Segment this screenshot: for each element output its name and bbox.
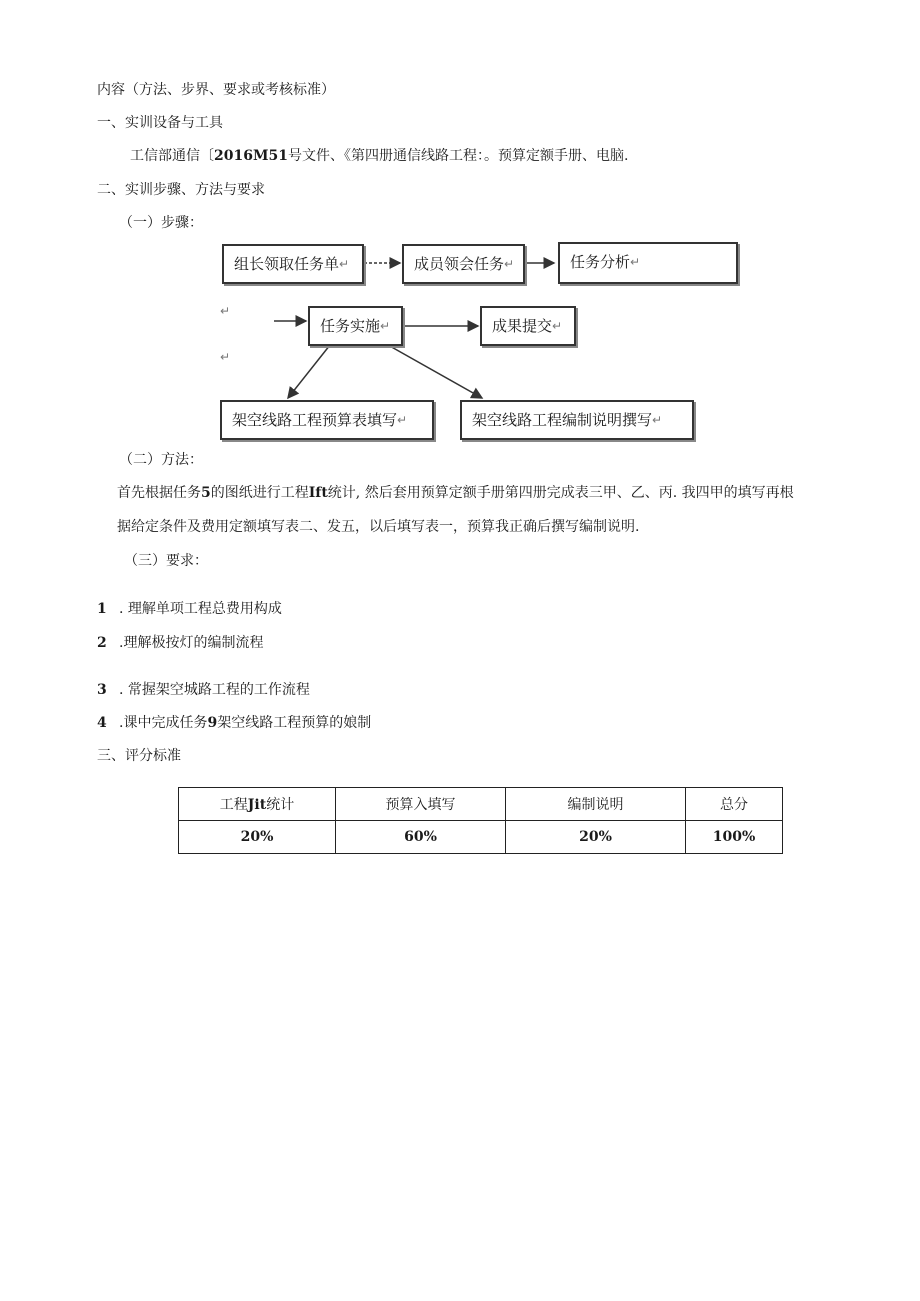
- section-1-title: 一、实训设备与工具: [97, 115, 223, 131]
- flow-box-label: 任务分析: [570, 253, 631, 271]
- document-number: 2016M51: [214, 148, 288, 164]
- value-cell-total: 100%: [686, 821, 783, 854]
- flow-box-label: 组长领取任务单: [234, 255, 340, 273]
- return-mark: ↵: [397, 413, 408, 427]
- header-text: 工程: [219, 797, 248, 813]
- flow-box-label: 架空线路工程预算表填写: [232, 411, 398, 429]
- flow-box-label: 架空线路工程编制说明撰写: [472, 411, 653, 429]
- arrow-box4-box6: [288, 345, 330, 398]
- requirement-number: 3: [97, 682, 107, 698]
- header-cell-description: 编制说明: [506, 788, 686, 821]
- flow-box-label: 成果提交: [492, 317, 553, 335]
- table-header-row: [179, 788, 783, 821]
- task-number: 5: [201, 485, 211, 501]
- requirement-number: 4: [97, 715, 107, 731]
- requirement-text: . 理解单项工程总费用构成: [119, 601, 282, 617]
- header-text: 统计: [266, 797, 295, 813]
- method-text-line-1: [117, 483, 794, 503]
- flow-box-label: 成员领会任务: [414, 255, 505, 273]
- content-heading: 内容（方法、步界、要求或考核标准）: [97, 82, 335, 98]
- requirement-item-4: [97, 713, 371, 733]
- return-mark: ↵: [504, 257, 515, 271]
- flow-box-task-analysis: [558, 242, 738, 284]
- requirement-item-2: [97, 633, 263, 653]
- section-3-title: 三、评分标准: [97, 748, 181, 764]
- section-1-text-part: 号文件、《第四册通信线路工程：。预算定额手册、电脑.: [287, 148, 629, 164]
- method-text-part: 的图纸进行工程: [210, 485, 309, 501]
- task-number: 9: [207, 715, 218, 731]
- requirement-number: 2: [97, 635, 107, 651]
- header-cell-budget-fill: 预算入填写: [336, 788, 506, 821]
- table-row: [179, 821, 783, 854]
- flow-box-compile-description: [460, 400, 694, 440]
- requirement-text: .课中完成任务: [119, 715, 208, 731]
- flow-box-leader-receives-task: [222, 244, 364, 284]
- return-mark: ↵: [652, 413, 663, 427]
- requirement-text: 架空线路工程预算的娘制: [217, 715, 372, 731]
- method-text-bold: Ift: [308, 485, 328, 501]
- requirement-item-3: [97, 680, 310, 700]
- method-text-line-2: 据给定条件及费用定额填写表二、发五，以后填写表一，预算我正确后撰写编制说明.: [117, 519, 640, 535]
- value-cell-quantity-stats: 20%: [179, 821, 336, 854]
- return-mark: ↵: [220, 304, 231, 318]
- arrow-box4-box7: [388, 345, 482, 398]
- header-text-bold: Jit: [247, 797, 267, 813]
- method-label: （二）方法：: [119, 452, 203, 468]
- requirement-item-1: [97, 599, 282, 619]
- flow-box-task-implementation: [308, 306, 403, 346]
- section-1-text-part: 工信部通信〔: [130, 148, 214, 164]
- section-1-text: [130, 146, 628, 166]
- steps-label: （一）步骤：: [119, 215, 203, 231]
- section-2-title: 二、实训步骤、方法与要求: [97, 182, 265, 198]
- return-mark: ↵: [380, 319, 391, 333]
- flow-box-budget-table-filling: [220, 400, 434, 440]
- return-mark: ↵: [630, 255, 641, 269]
- method-text-part: 统计, 然后套用预算定额手册第四册完成表三甲、乙、丙. 我四甲的填写再根: [327, 485, 794, 501]
- return-mark: ↵: [339, 257, 350, 271]
- scoring-table: [178, 787, 783, 854]
- return-mark: ↵: [552, 319, 563, 333]
- value-cell-description: 20%: [506, 821, 686, 854]
- flow-box-member-understands-task: [402, 244, 525, 284]
- header-cell-total: 总分: [686, 788, 783, 821]
- requirements-label: （三）要求：: [124, 553, 208, 569]
- return-mark: ↵: [220, 350, 231, 364]
- value-cell-budget-fill: 60%: [336, 821, 506, 854]
- process-flowchart: [218, 238, 742, 444]
- header-cell-quantity-stats: [179, 788, 336, 821]
- flow-box-label: 任务实施: [320, 317, 381, 335]
- flow-box-submit-results: [480, 306, 576, 346]
- requirement-text: . 常握架空城路工程的工作流程: [119, 682, 310, 698]
- requirement-text: .理解极按灯的编制流程: [119, 635, 264, 651]
- method-text-part: 首先根据任务: [117, 485, 201, 501]
- requirement-number: 1: [97, 601, 107, 617]
